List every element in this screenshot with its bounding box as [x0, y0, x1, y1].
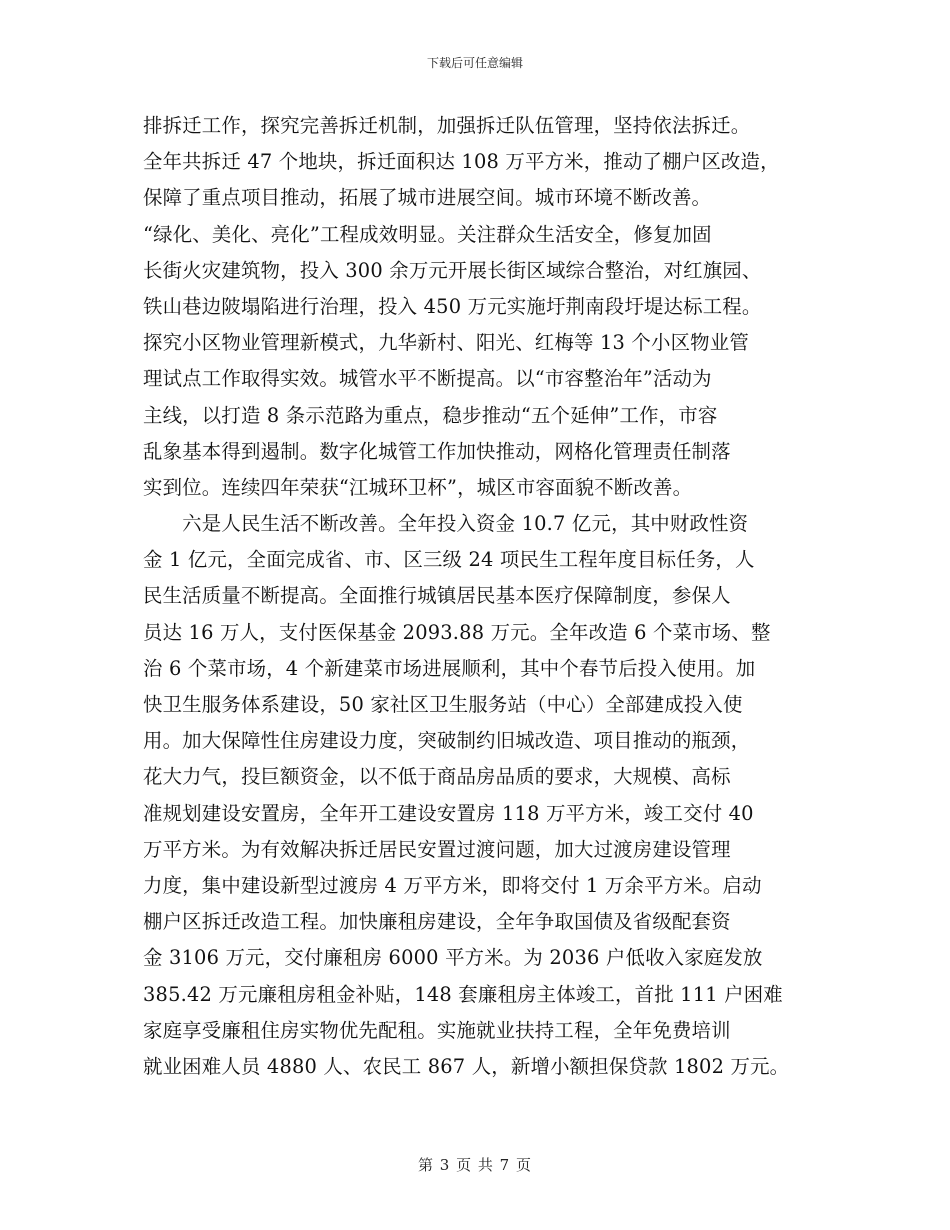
- body-line: 全年共拆迁 47 个地块，拆迁面积达 108 万平方米，推动了棚户区改造，: [143, 150, 780, 174]
- body-line: 六是人民生活不断改善。全年投入资金 10.7 亿元，其中财政性资: [143, 512, 749, 536]
- body-line: 探究小区物业管理新模式，九华新村、阳光、红梅等 13 个小区物业管: [143, 331, 749, 355]
- body-line: 铁山巷边陂塌陷进行治理，投入 450 万元实施圩荆南段圩堤达标工程。: [143, 294, 762, 318]
- page-header-note: 下载后可任意编辑: [426, 56, 523, 70]
- body-line: 排拆迁工作，探究完善拆迁机制，加强拆迁队伍管理，坚持依法拆迁。: [143, 114, 751, 137]
- body-line: 385.42 万元廉租房租金补贴，148 套廉租房主体竣工，首批 111 户困难: [143, 982, 783, 1006]
- body-line: 员达 16 万人，支付医保基金 2093.88 万元。全年改造 6 个菜市场、整: [143, 620, 771, 644]
- body-line: 棚户区拆迁改造工程。加快廉租房建设，全年争取国债及省级配套资: [143, 910, 731, 934]
- body-line: 就业困难人员 4880 人、农民工 867 人，新增小额担保贷款 1802 万元。: [143, 1054, 790, 1078]
- body-line: 长街火灾建筑物，投入 300 余万元开展长街区域综合整治，对红旗园、: [143, 258, 762, 282]
- body-line: “绿化、美化、亮化”工程成效明显。关注群众生活安全，修复加固: [143, 222, 712, 246]
- body-line: 实到位。连续四年荣获“江城环卫杯”，城区市容面貌不断改善。: [143, 475, 693, 499]
- body-line: 快卫生服务体系建设，50 家社区卫生服务站（中心）全部建成投入使: [143, 693, 743, 716]
- body-line: 万平方米。为有效解决拆迁居民安置过渡问题，加大过渡房建设管理: [143, 837, 731, 861]
- body-line: 家庭享受廉租住房实物优先配租。实施就业扶持工程，全年免费培训: [143, 1018, 731, 1042]
- page-number-footer: 第 3 页 共 7 页: [418, 1156, 532, 1174]
- body-line: 乱象基本得到遏制。数字化城管工作加快推动，网格化管理责任制落: [143, 439, 731, 463]
- body-line: 花大力气，投巨额资金，以不低于商品房品质的要求，大规模、高标: [143, 765, 731, 789]
- body-line: 用。加大保障性住房建设力度，突破制约旧城改造、项目推动的瓶颈，: [143, 729, 751, 753]
- body-line: 准规划建设安置房，全年开工建设安置房 118 万平方米，竣工交付 40: [143, 801, 754, 825]
- body-line: 民生活质量不断提高。全面推行城镇居民基本医疗保障制度，参保人: [143, 584, 731, 608]
- body-line: 保障了重点项目推动，拓展了城市进展空间。城市环境不断改善。: [143, 186, 712, 210]
- body-line: 主线，以打造 8 条示范路为重点，稳步推动“五个延伸”工作，市容: [143, 403, 718, 427]
- body-line: 金 1 亿元，全面完成省、市、区三级 24 项民生工程年度目标任务，人: [143, 548, 755, 572]
- document-body: [143, 108, 811, 1085]
- body-line: 金 3106 万元，交付廉租房 6000 平方米。为 2036 户低收入家庭发放: [143, 946, 763, 970]
- body-line: 治 6 个菜市场，4 个新建菜市场进展顺利，其中个春节后投入使用。加: [143, 656, 756, 680]
- body-line: 力度，集中建设新型过渡房 4 万平方米，即将交付 1 万余平方米。启动: [143, 873, 762, 897]
- body-line: 理试点工作取得实效。城管水平不断提高。以“市容整治年”活动为: [143, 367, 712, 391]
